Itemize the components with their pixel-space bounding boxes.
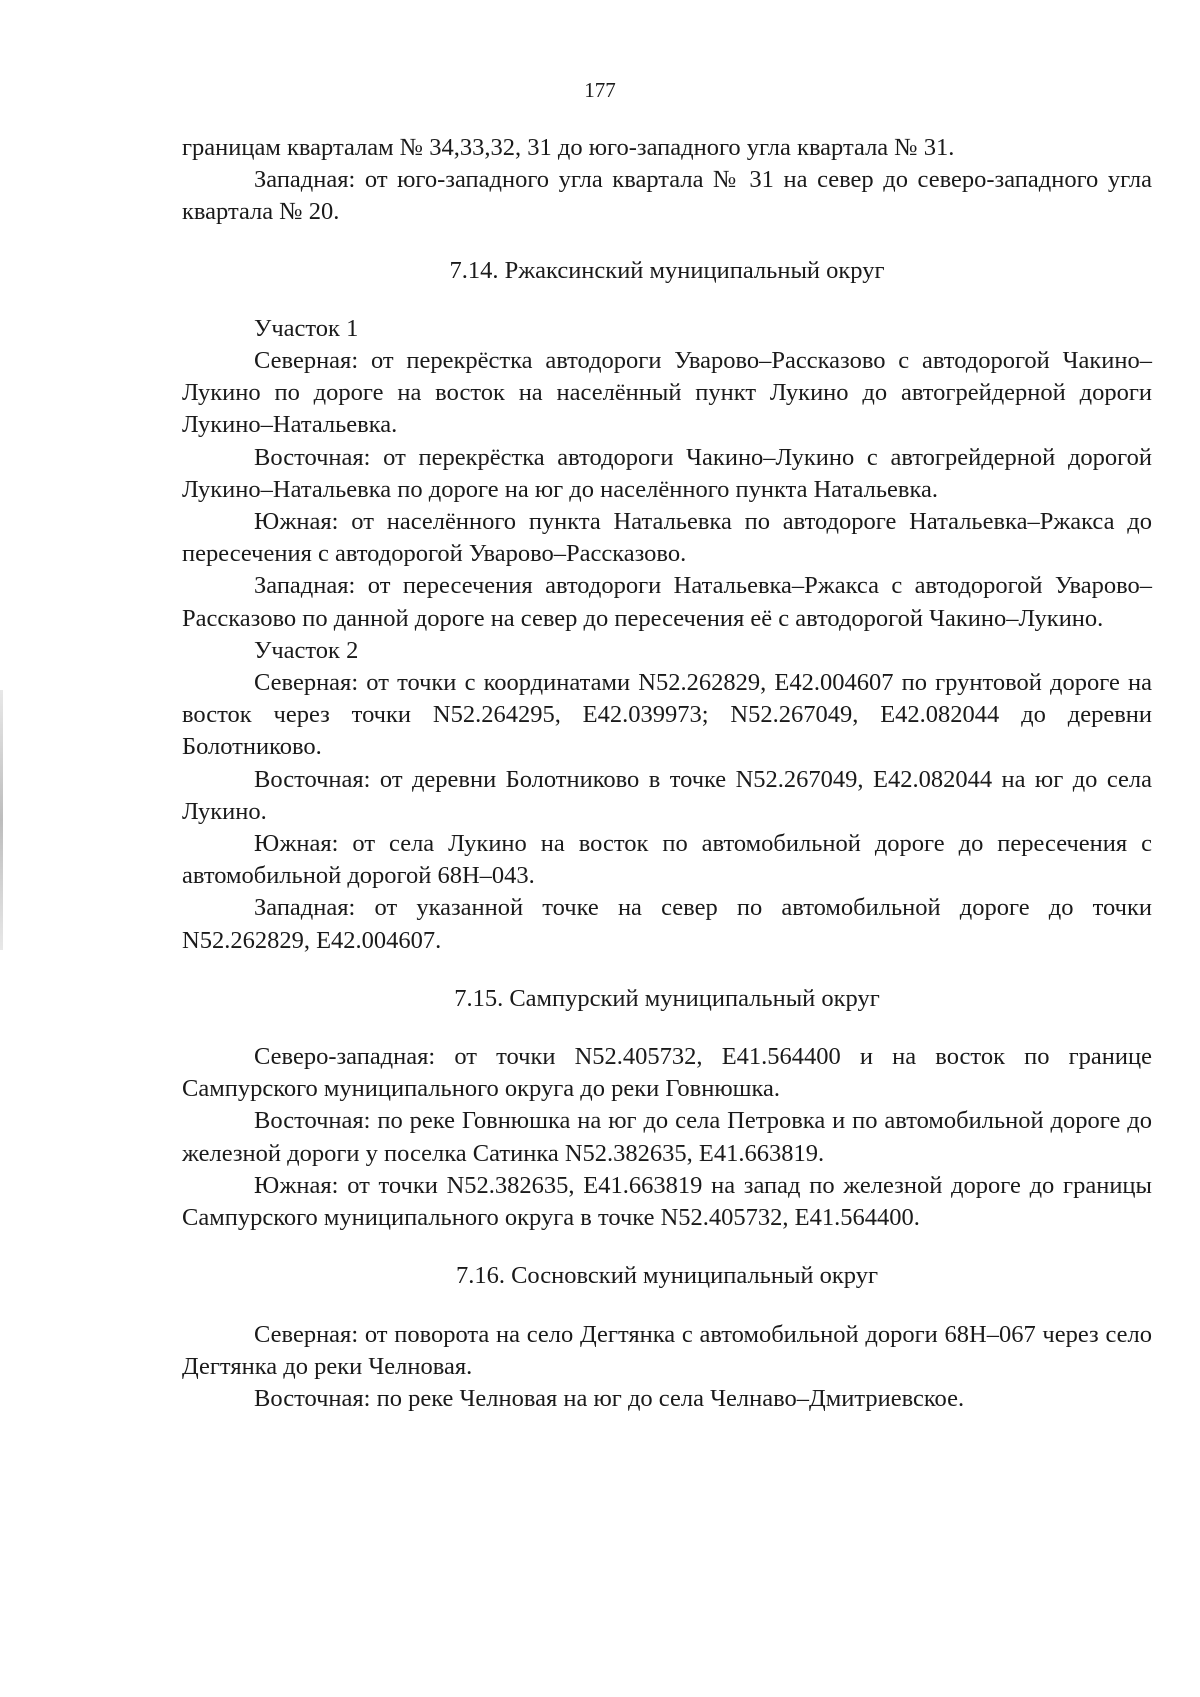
section-7-15-northwest: Северо-западная: от точки N52.405732, E41.564400 и на восток по границе Сампурского муниципального округа до реки Говнюшка. [182,1043,1152,1103]
section-7-14-heading: 7.14. Ржаксинский муниципальный округ [449,256,885,284]
plot-1-north: Северная: от перекрёстка автодороги Уварово–Рассказово с автодорогой Чакино–Лукино по дороге на восток на населённый пункт Лукино до автогрейдерной дороги Лукино–Натальевка. [182,347,1152,439]
spacer [182,287,1152,313]
spacer [182,1234,1152,1260]
spacer [182,229,1152,255]
intro-paragraph-2: Западная: от юго-западного угла квартала № 31 на север до северо-западного угла квартала № 20. [182,166,1152,226]
section-7-15-east: Восточная: по реке Говнюшка на юг до села Петровка и по автомобильной дороге до железной дороги у поселка Сатинка N52.382635, E41.663819. [182,1107,1152,1167]
document-body [182,132,1152,1415]
plot-1-south: Южная: от населённого пункта Натальевка по автодороге Натальевка–Ржакса до пересечения с автодорогой Уварово–Рассказово. [182,508,1152,568]
spacer [182,957,1152,983]
section-7-15-south: Южная: от точки N52.382635, E41.663819 на запад по железной дороге до границы Сампурского муниципального округа в точке N52.405732, E41.564400. [182,1171,1152,1232]
section-7-16-east: Восточная: по реке Челновая на юг до села Челнаво–Дмитриевское. [254,1384,965,1412]
scan-edge-shadow [0,690,3,950]
section-7-16-heading: 7.16. Сосновский муниципальный округ [455,1262,879,1290]
plot-2-north: Северная: от точки с координатами N52.262829, E42.004607 по грунтовой дороге на восток через точки N52.264295, E42.039973; N52.267049, E42.082044 до деревни Болотниково. [182,669,1152,761]
plot-1-east: Восточная: от перекрёстка автодороги Чакино–Лукино с автогрейдерной дорогой Лукино–Натальевка по дороге на юг до населённого пункта Натальевка. [182,443,1152,503]
plot-2-west: Западная: от указанной точке на север по автомобильной дороге до точки N52.262829, E42.004607. [182,894,1152,954]
section-7-15-heading: 7.15. Сампурский муниципальный округ [454,984,880,1012]
spacer [182,1015,1152,1041]
plot-2-south: Южная: от села Лукино на восток по автомобильной дороге до пересечения с автомобильной дорогой 68Н–043. [182,830,1152,890]
intro-paragraph-1: границам кварталам № 34,33,32, 31 до юго-западного угла квартала № 31. [182,134,955,161]
plot-1-west: Западная: от пересечения автодороги Натальевка–Ржакса с автодорогой Уварово–Рассказово по данной дороге на север до пересечения её с автодорогой Чакино–Лукино. [182,572,1152,632]
page-number: 177 [584,78,616,102]
section-7-16-north: Северная: от поворота на село Дегтянка с автомобильной дороги 68Н–067 через село Дегтянка до реки Челновая. [182,1320,1152,1380]
spacer [182,1293,1152,1319]
plot-2-label: Участок 2 [254,636,359,664]
plot-1-label: Участок 1 [254,314,359,342]
plot-2-east: Восточная: от деревни Болотниково в точке N52.267049, E42.082044 на юг до села Лукино. [182,765,1152,825]
